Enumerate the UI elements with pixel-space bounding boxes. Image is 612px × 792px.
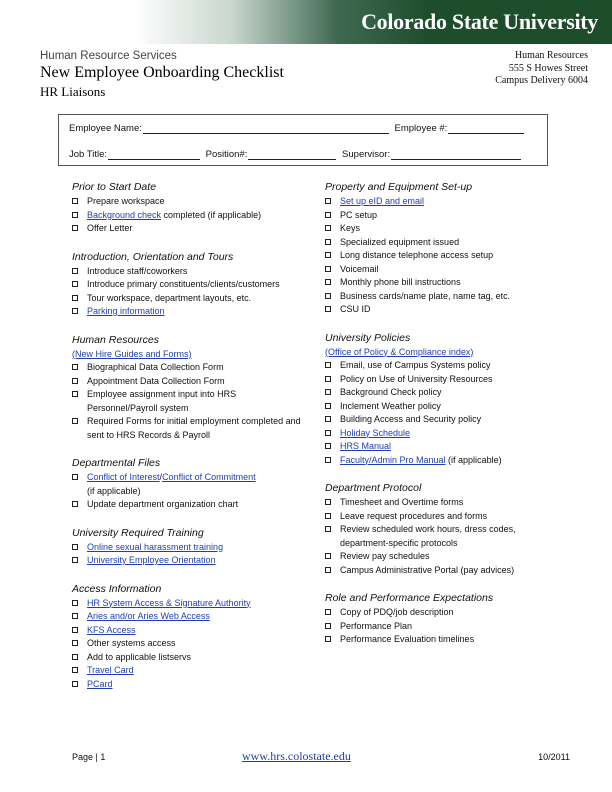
checkbox[interactable]: [325, 266, 331, 272]
right-column: [325, 180, 565, 661]
checkbox[interactable]: [325, 443, 331, 449]
checklist-item: [72, 651, 302, 665]
checkbox[interactable]: [72, 295, 78, 301]
checkbox[interactable]: [325, 623, 331, 629]
item-label: PC setup: [340, 209, 378, 220]
checkbox[interactable]: [325, 225, 331, 231]
section-access-information: [72, 582, 302, 692]
conflict-of-commitment-link[interactable]: Conflict of Commitment: [162, 472, 256, 482]
item-label: (if applicable): [87, 485, 141, 496]
checklist-item: [72, 415, 302, 442]
item-label: Introduce primary constituents/clients/customers: [87, 279, 280, 289]
address-line: Human Resources: [514, 50, 588, 61]
checkbox[interactable]: [72, 281, 78, 287]
revision-date: 10/2011: [538, 752, 570, 762]
department-name: Human Resource Services: [40, 50, 177, 62]
checklist-item: [72, 664, 302, 678]
checkbox[interactable]: [72, 212, 78, 218]
checklist-item: [325, 386, 565, 400]
item-label: Performance Plan: [340, 620, 413, 631]
employee-orientation-link[interactable]: University Employee Orientation: [87, 555, 216, 565]
checkbox[interactable]: [325, 636, 331, 642]
item-label: Policy on Use of University Resources: [340, 373, 493, 384]
employee-number-field[interactable]: [448, 123, 524, 134]
checklist-item: [72, 610, 302, 624]
checkbox[interactable]: [325, 430, 331, 436]
checklist-item: [325, 222, 565, 236]
employee-name-field[interactable]: [143, 123, 389, 134]
item-label: Biographical Data Collection Form: [87, 362, 224, 372]
checkbox[interactable]: [325, 252, 331, 258]
holiday-schedule-link[interactable]: Holiday Schedule: [340, 427, 411, 438]
checkbox[interactable]: [72, 364, 78, 370]
section-title: Human Resources: [72, 333, 159, 346]
info-row-name: [69, 123, 527, 134]
aries-access-link[interactable]: Aries and/or Aries Web Access: [87, 611, 210, 621]
checklist-item: [72, 597, 302, 611]
checkbox[interactable]: [325, 567, 331, 573]
checkbox[interactable]: [325, 416, 331, 422]
checklist-item: [72, 278, 302, 292]
section-title: Access Information: [72, 582, 162, 595]
item-label: CSU ID: [340, 304, 371, 314]
left-column: [72, 180, 302, 705]
checklist-item: [325, 620, 565, 634]
travel-card-link[interactable]: Travel Card: [87, 665, 134, 675]
checklist-item: [325, 510, 565, 524]
conflict-of-interest-link[interactable]: Conflict of Interest: [87, 472, 160, 482]
item-label: Business cards/name plate, name tag, etc.: [340, 290, 511, 301]
checklist-item: [325, 303, 565, 317]
section-title: Role and Performance Expectations: [325, 592, 494, 604]
checklist-item: [72, 471, 302, 498]
checkbox[interactable]: [325, 609, 331, 615]
item-label: Prepare workspace: [87, 196, 165, 206]
page-subtitle: HR Liaisons: [40, 84, 106, 99]
checklist-item: [325, 195, 565, 209]
checkbox[interactable]: [325, 526, 331, 532]
hrs-manual-link[interactable]: HRS Manual: [340, 441, 392, 451]
checkbox[interactable]: [72, 627, 78, 633]
checkbox[interactable]: [325, 306, 331, 312]
parking-information-link[interactable]: Parking information: [87, 306, 165, 316]
faculty-admin-manual-link[interactable]: Faculty/Admin Pro Manual: [340, 454, 446, 465]
checkbox[interactable]: [72, 198, 78, 204]
checklist-item: [325, 359, 565, 373]
checklist-item: [325, 263, 565, 277]
checkbox[interactable]: [72, 544, 78, 550]
checkbox[interactable]: [72, 654, 78, 660]
employee-info-box: [58, 114, 548, 166]
section-human-resources: [72, 333, 302, 443]
item-label: Employee assignment input into HRS Personnel/Payroll system: [87, 389, 237, 413]
checklist-item: [325, 633, 565, 647]
checklist-item: [72, 222, 302, 236]
item-label: Review pay schedules: [340, 551, 430, 561]
checklist-item: [325, 606, 565, 620]
section-introduction: [72, 250, 302, 319]
hr-system-access-link[interactable]: HR System Access & Signature Authority: [87, 597, 251, 608]
checkbox[interactable]: [325, 279, 331, 285]
item-label: Long distance telephone access setup: [340, 250, 494, 260]
checklist-item: [325, 400, 565, 414]
item-label: Introduce staff/coworkers: [87, 265, 188, 276]
checkbox[interactable]: [325, 212, 331, 218]
checkbox[interactable]: [72, 667, 78, 673]
item-label: /: [159, 472, 163, 482]
section-prior-to-start: [72, 180, 302, 236]
checklist-item: [72, 554, 302, 568]
checkbox[interactable]: [72, 474, 78, 480]
item-label: Background Check policy: [340, 387, 442, 397]
section-title: Introduction, Orientation and Tours: [72, 250, 234, 263]
employee-number-label: Employee #:: [394, 123, 448, 134]
checklist-item: [72, 292, 302, 306]
checklist-item: [72, 624, 302, 638]
section-departmental-files: [72, 456, 302, 512]
checklist-item: [325, 276, 565, 290]
position-number-label: Position#:: [205, 149, 248, 160]
checklist-item: [325, 496, 565, 510]
checkbox[interactable]: [72, 378, 78, 384]
checklist-item: [72, 388, 302, 415]
item-label: Keys: [340, 223, 361, 233]
item-label: Monthly phone bill instructions: [340, 277, 461, 287]
checkbox[interactable]: [72, 600, 78, 606]
section-property-equipment: [325, 180, 565, 317]
checkbox[interactable]: [325, 457, 331, 463]
checkbox[interactable]: [72, 557, 78, 563]
checkbox[interactable]: [72, 225, 78, 231]
item-label: Leave request procedures and forms: [340, 510, 488, 521]
background-check-link[interactable]: Background check: [87, 209, 162, 220]
checklist-item: [325, 413, 565, 427]
item-label: Other systems access: [87, 638, 176, 648]
item-label: Tour workspace, department layouts, etc.: [87, 292, 252, 303]
checklist-item: [72, 498, 302, 512]
item-label: (if applicable): [445, 454, 502, 465]
checklist-item: [72, 637, 302, 651]
job-title-label: Job Title:: [69, 149, 108, 160]
item-label: Add to applicable listservs: [87, 651, 192, 662]
eid-email-link[interactable]: Set up eID and email: [340, 196, 425, 206]
checklist-item: [72, 305, 302, 319]
checklist-item: [325, 523, 565, 550]
address-block: [495, 50, 588, 88]
checkbox[interactable]: [325, 403, 331, 409]
checklist-item: [325, 290, 565, 304]
checkbox[interactable]: [72, 681, 78, 687]
item-label: Timesheet and Overtime forms: [340, 497, 464, 507]
checklist-item: [325, 454, 565, 468]
checklist-item: [72, 265, 302, 279]
checkbox[interactable]: [72, 308, 78, 314]
address-line: 555 S Howes Street: [508, 62, 588, 74]
checklist-item: [325, 236, 565, 250]
section-title: Departmental Files: [72, 457, 161, 469]
job-title-field[interactable]: [108, 149, 200, 160]
checkbox[interactable]: [325, 293, 331, 299]
item-label: Voicemail: [340, 263, 379, 274]
employee-name-label: Employee Name:: [69, 123, 142, 134]
item-label: Specialized equipment issued: [340, 236, 460, 247]
supervisor-label: Supervisor:: [342, 149, 391, 160]
checkbox[interactable]: [72, 268, 78, 274]
section-title: Property and Equipment Set-up: [325, 181, 473, 193]
checkbox[interactable]: [325, 513, 331, 519]
checkbox[interactable]: [72, 613, 78, 619]
checklist-item: [325, 564, 565, 578]
kfs-access-link[interactable]: KFS Access: [87, 624, 136, 635]
checkbox[interactable]: [325, 198, 331, 204]
checklist-item: [325, 249, 565, 263]
checkbox[interactable]: [325, 389, 331, 395]
checklist-item: [325, 440, 565, 454]
checkbox[interactable]: [325, 499, 331, 505]
item-label: Appointment Data Collection Form: [87, 375, 225, 386]
address-line: Campus Delivery 6004: [495, 75, 588, 86]
section-required-training: [72, 526, 302, 568]
checklist-item: [72, 195, 302, 209]
checkbox[interactable]: [325, 376, 331, 382]
section-title: Prior to Start Date: [72, 181, 157, 193]
checklist-item: [72, 541, 302, 555]
checkbox[interactable]: [72, 640, 78, 646]
position-number-field[interactable]: [248, 149, 336, 160]
item-label: Email, use of Campus Systems policy: [340, 360, 491, 370]
checkbox[interactable]: [325, 362, 331, 368]
item-label: Update department organization chart: [87, 499, 239, 509]
section-title: University Policies: [325, 331, 411, 344]
new-hire-guides-link[interactable]: (New Hire Guides and Forms): [72, 348, 192, 359]
item-label: Inclement Weather policy: [340, 400, 441, 411]
item-label: Campus Administrative Portal (pay advices): [340, 564, 515, 575]
checklist-item: [325, 209, 565, 223]
harassment-training-link[interactable]: Online sexual harassment training: [87, 541, 224, 552]
section-department-protocol: [325, 481, 565, 577]
page-number: Page | 1: [72, 752, 106, 762]
checklist-item: [72, 209, 302, 223]
checkbox[interactable]: [72, 501, 78, 507]
website-link[interactable]: www.hrs.colostate.edu: [242, 749, 351, 763]
section-title: University Required Training: [72, 526, 204, 539]
page-title: New Employee Onboarding Checklist: [40, 64, 284, 81]
university-banner: [0, 0, 612, 44]
checklist-item: [72, 361, 302, 375]
checklist-item: [325, 550, 565, 564]
item-label: Required Forms for initial employment completed and sent to HRS Records & Payroll: [87, 416, 301, 440]
item-label: Offer Letter: [87, 223, 133, 233]
section-title: Department Protocol: [325, 482, 422, 494]
item-label: Performance Evaluation timelines: [340, 634, 475, 644]
item-label: Building Access and Security policy: [340, 414, 482, 424]
checklist-item: [325, 427, 565, 441]
info-row-job: [69, 149, 524, 160]
checkbox[interactable]: [72, 391, 78, 397]
item-label: completed (if applicable): [161, 209, 262, 220]
university-logo-text: Colorado State University: [361, 9, 598, 34]
checkbox[interactable]: [72, 418, 78, 424]
supervisor-field[interactable]: [391, 149, 521, 160]
checklist-item: [72, 375, 302, 389]
checklist-item: [325, 373, 565, 387]
policy-compliance-index-link[interactable]: (Office of Policy & Compliance index): [325, 346, 474, 357]
checkbox[interactable]: [325, 239, 331, 245]
section-role-performance: [325, 591, 565, 647]
section-university-policies: [325, 331, 565, 468]
item-label: Copy of PDQ/job description: [340, 607, 454, 617]
pcard-link[interactable]: PCard: [87, 678, 113, 689]
item-label: Review scheduled work hours, dress codes, department-specific protocols: [340, 524, 516, 548]
checklist-item: [72, 678, 302, 692]
checkbox[interactable]: [325, 553, 331, 559]
